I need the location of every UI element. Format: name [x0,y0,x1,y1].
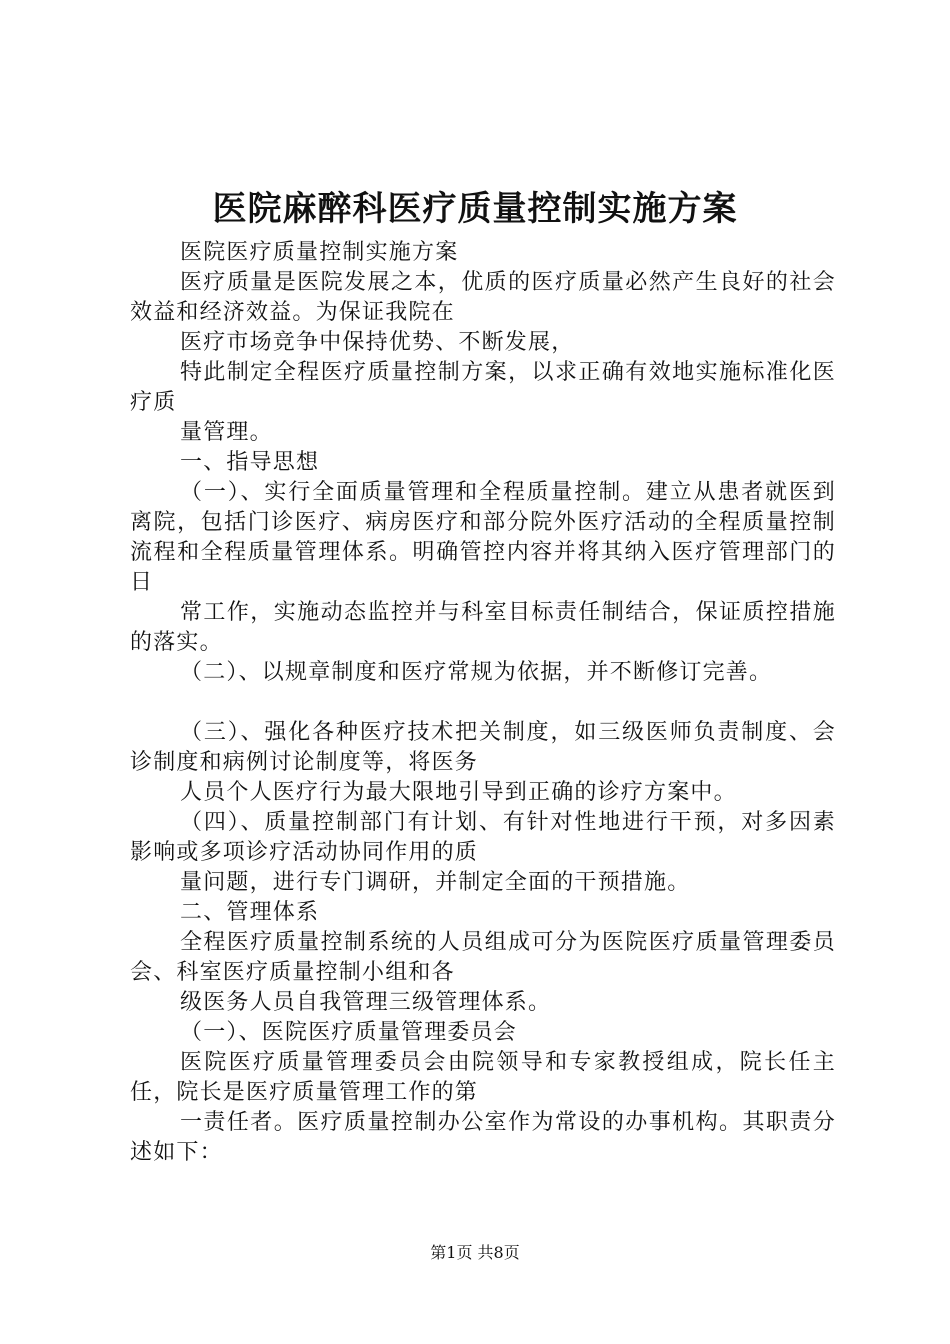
section-heading: 二、管理体系 [180,900,320,925]
paragraph: 一责任者。医疗质量控制办公室作为常设的办事机构。其职责分述如下： [130,1110,836,1165]
paragraph-subtitle: 医院医疗质量控制实施方案 [180,240,459,265]
document-body [130,238,836,1168]
page-footer: 第1页 共8页 [430,1243,520,1262]
subsection-heading: （一）、医院医疗质量管理委员会 [180,1020,518,1045]
document-title: 医院麻醉科医疗质量控制实施方案 [212,189,738,229]
paragraph: 全程医疗质量控制系统的人员组成可分为医院医疗质量管理委员会、科室医疗质量控制小组和各 [130,930,836,985]
paragraph: （二）、以规章制度和医疗常规为依据，并不断修订完善。 [180,660,773,685]
paragraph: 常工作，实施动态监控并与科室目标责任制结合，保证质控措施的落实。 [130,600,836,655]
paragraph: 特此制定全程医疗质量控制方案，以求正确有效地实施标准化医疗质 [130,360,836,415]
paragraph: 医疗质量是医院发展之本，优质的医疗质量必然产生良好的社会效益和经济效益。为保证我院在 [130,270,836,325]
paragraph: 人员个人医疗行为最大限地引导到正确的诊疗方案中。 [180,780,737,805]
paragraph: （四）、质量控制部门有计划、有针对性地进行干预，对多因素影响或多项诊疗活动协同作用的质 [130,810,836,865]
paragraph: 医疗市场竞争中保持优势、不断发展， [180,330,575,355]
paragraph: 量管理。 [180,420,273,445]
paragraph: （一）、实行全面质量管理和全程质量控制。建立从患者就医到离院，包括门诊医疗、病房医疗和部分院外医疗活动的全程质量控制流程和全程质量管理体系。明确管控内容并将其纳入医疗管理部门的日 [130,480,836,595]
paragraph: 医院医疗质量管理委员会由院领导和专家教授组成，院长任主任，院长是医疗质量管理工作的第 [130,1050,836,1105]
paragraph: 量问题，进行专门调研，并制定全面的干预措施。 [180,870,691,895]
paragraph: （三）、强化各种医疗技术把关制度，如三级医师负责制度、会诊制度和病例讨论制度等，将医务 [130,720,836,775]
paragraph: 级医务人员自我管理三级管理体系。 [180,990,552,1015]
section-heading: 一、指导思想 [180,450,320,475]
